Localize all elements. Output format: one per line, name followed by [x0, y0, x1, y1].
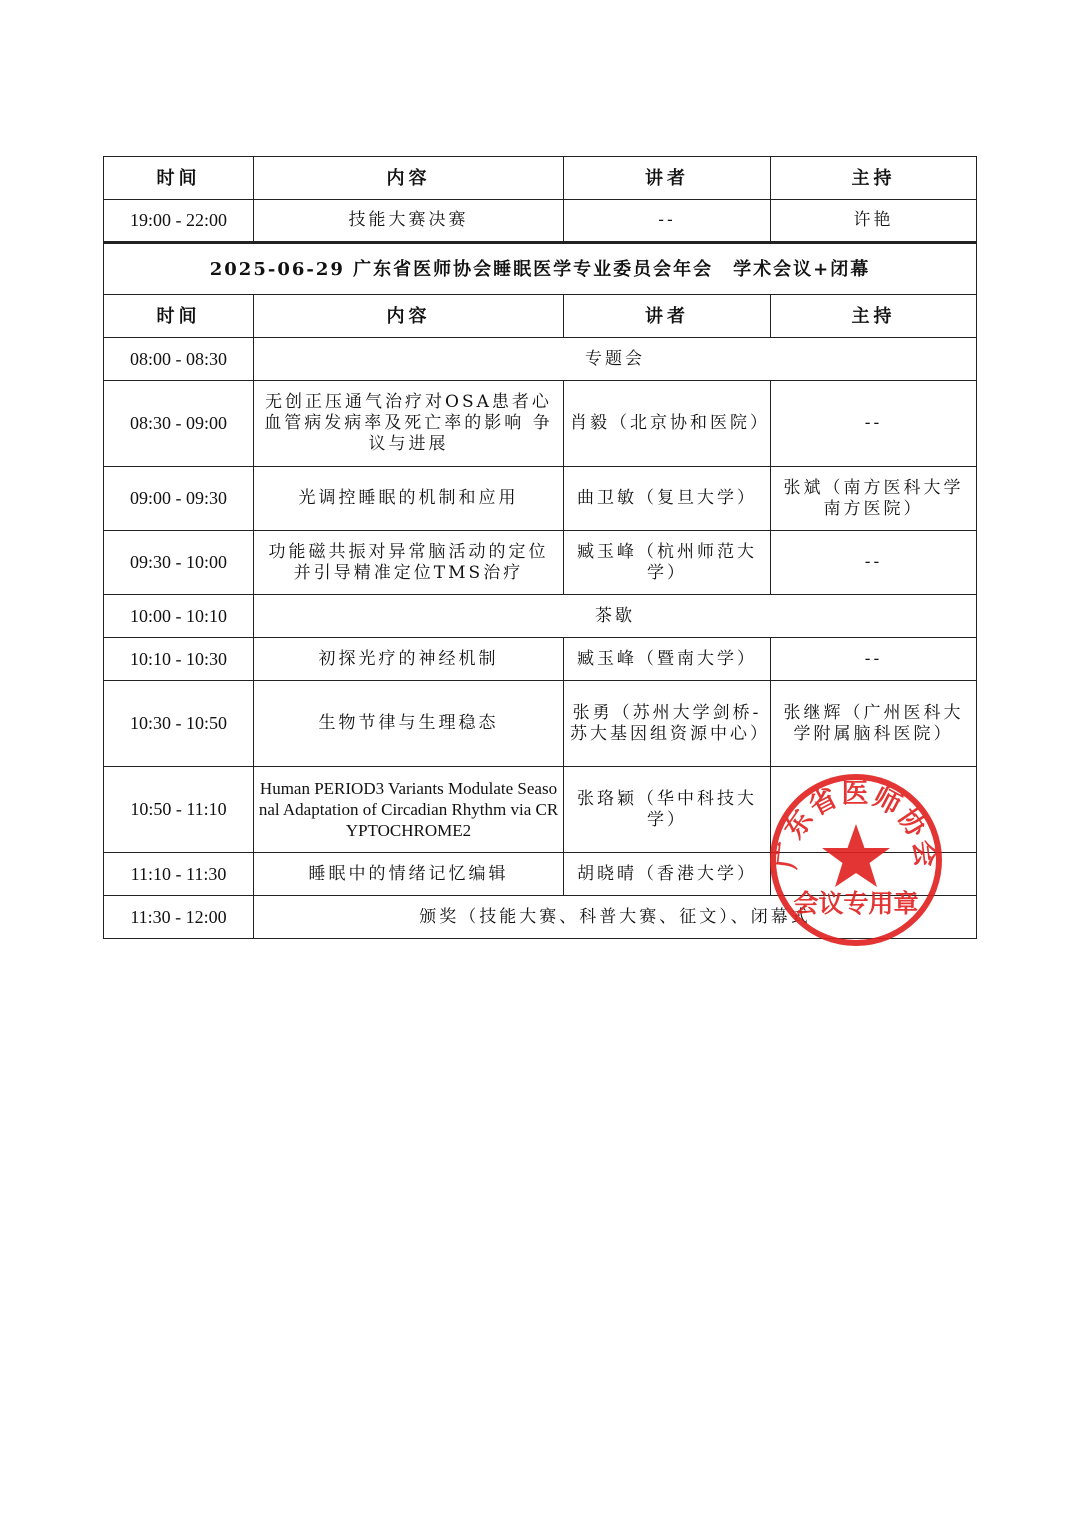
cell-merged: 茶歇 — [254, 595, 977, 638]
cell-content: 光调控睡眠的机制和应用 — [254, 467, 564, 531]
cell-host — [771, 767, 977, 853]
table-row — [104, 853, 977, 896]
table-row — [104, 467, 977, 531]
cell-time: 11:10 - 11:30 — [104, 853, 254, 896]
cell-host: -- — [771, 638, 977, 681]
header-content: 内容 — [254, 295, 564, 338]
cell-host: 张斌（南方医科大学南方医院） — [771, 467, 977, 531]
cell-content: 初探光疗的神经机制 — [254, 638, 564, 681]
seal-ring-text: 广东省医师协会 — [770, 778, 942, 871]
header-time: 时间 — [104, 157, 254, 200]
table-header-row — [104, 295, 977, 338]
table-row — [104, 595, 977, 638]
cell-time: 10:10 - 10:30 — [104, 638, 254, 681]
cell-host — [771, 853, 977, 896]
cell-content: 技能大赛决赛 — [254, 200, 564, 243]
table-row — [104, 338, 977, 381]
cell-time: 10:00 - 10:10 — [104, 595, 254, 638]
cell-time: 08:00 - 08:30 — [104, 338, 254, 381]
cell-speaker: -- — [564, 200, 771, 243]
cell-time: 09:00 - 09:30 — [104, 467, 254, 531]
header-host: 主持 — [771, 157, 977, 200]
table-row — [104, 638, 977, 681]
cell-host: -- — [771, 381, 977, 467]
cell-speaker: 胡晓晴（香港大学） — [564, 853, 771, 896]
cell-content: 无创正压通气治疗对OSA患者心血管病发病率及死亡率的影响 争议与进展 — [254, 381, 564, 467]
cell-time: 08:30 - 09:00 — [104, 381, 254, 467]
cell-merged: 专题会 — [254, 338, 977, 381]
table-row — [104, 767, 977, 853]
cell-content: Human PERIOD3 Variants Modulate Seasonal Adaptation of Circadian Rhythm via CRYPTOCHROME2 — [254, 767, 564, 853]
cell-merged: 颁奖（技能大赛、科普大赛、征文）、闭幕式 — [254, 896, 977, 939]
header-speaker: 讲者 — [564, 295, 771, 338]
header-speaker: 讲者 — [564, 157, 771, 200]
seal-bottom-text: 会议专用章 — [793, 889, 919, 918]
cell-time: 10:30 - 10:50 — [104, 681, 254, 767]
cell-host: -- — [771, 531, 977, 595]
table-row — [104, 200, 977, 243]
cell-speaker: 肖毅（北京协和医院） — [564, 381, 771, 467]
table-row — [104, 896, 977, 939]
section-title: 2025-06-29 广东省医师协会睡眠医学专业委员会年会 学术会议+闭幕 — [104, 243, 977, 295]
header-content: 内容 — [254, 157, 564, 200]
cell-time: 19:00 - 22:00 — [104, 200, 254, 243]
cell-content: 生物节律与生理稳态 — [254, 681, 564, 767]
cell-content: 睡眠中的情绪记忆编辑 — [254, 853, 564, 896]
cell-speaker: 张勇（苏州大学剑桥-苏大基因组资源中心） — [564, 681, 771, 767]
table-row — [104, 531, 977, 595]
section-title-row — [104, 243, 977, 295]
header-host: 主持 — [771, 295, 977, 338]
cell-host: 张继辉（广州医科大学附属脑科医院） — [771, 681, 977, 767]
cell-host: 许艳 — [771, 200, 977, 243]
header-time: 时间 — [104, 295, 254, 338]
schedule-table — [103, 156, 977, 939]
cell-time: 09:30 - 10:00 — [104, 531, 254, 595]
cell-speaker: 臧玉峰（杭州师范大学） — [564, 531, 771, 595]
table-row — [104, 381, 977, 467]
cell-speaker: 曲卫敏（复旦大学） — [564, 467, 771, 531]
cell-speaker: 臧玉峰（暨南大学） — [564, 638, 771, 681]
table-header-row — [104, 157, 977, 200]
cell-time: 10:50 - 11:10 — [104, 767, 254, 853]
cell-time: 11:30 - 12:00 — [104, 896, 254, 939]
table-row — [104, 681, 977, 767]
cell-content: 功能磁共振对异常脑活动的定位并引导精准定位TMS治疗 — [254, 531, 564, 595]
cell-speaker: 张珞颖（华中科技大学） — [564, 767, 771, 853]
